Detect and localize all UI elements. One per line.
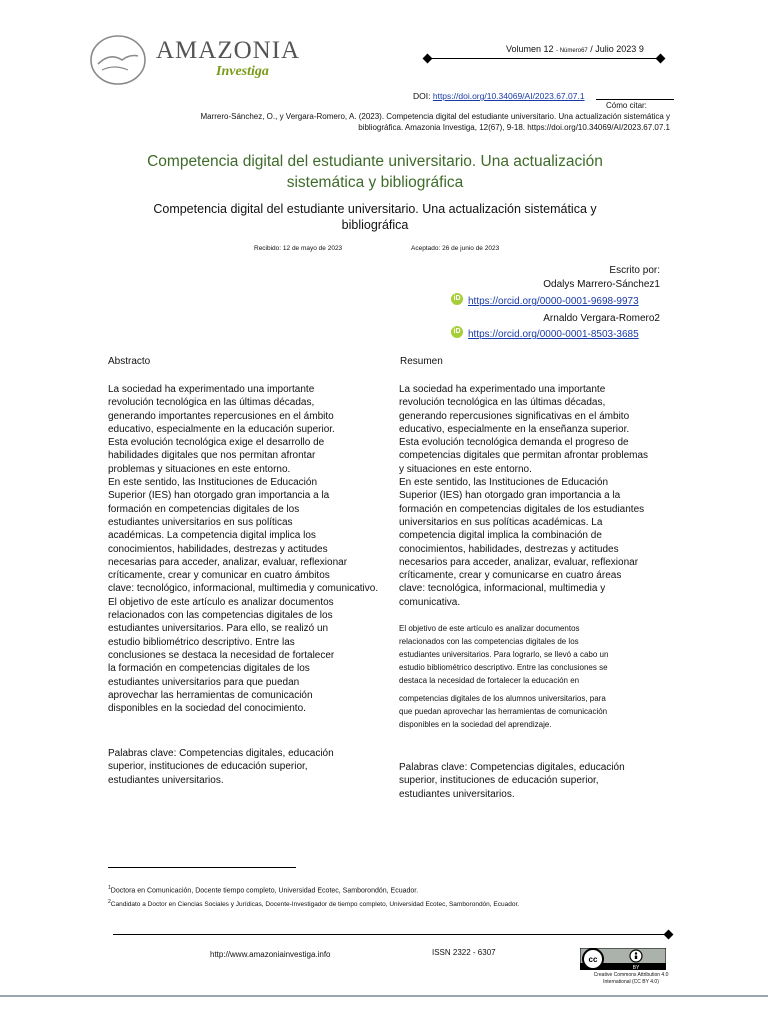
abstract-line: conocimientos, habilidades, destrezas y actitudes: [108, 543, 328, 555]
article-title-secondary: [110, 201, 640, 233]
orcid-icon: iD: [451, 293, 463, 305]
title-line-1: Competencia digital del estudiante universitario. Una actualización: [147, 153, 603, 170]
resumen-line: generando repercusiones significativas en el ámbito: [399, 410, 630, 422]
abstract-line: estudiantes universitarios. Para ello, se realizó un: [108, 623, 329, 635]
resumen-keywords-line: estudiantes universitarios.: [399, 788, 515, 800]
license-line-1: Creative Commons Attribution 4.0: [593, 972, 669, 978]
rule-diamond-icon: [423, 54, 433, 64]
resumen-small-line: relacionados con las competencias digitales de los: [399, 637, 579, 646]
abstract-heading: Abstracto: [108, 356, 151, 367]
citation-line-1: Marrero-Sánchez, O., y Vergara-Romero, A. (2023). Competencia digital del estudiante universitario. Una actualización sistemática y: [200, 112, 670, 121]
abstract-line: Esta evolución tecnológica exige el desarrollo de: [108, 437, 325, 449]
resumen-line: La sociedad ha experimentado una importante: [399, 384, 606, 395]
written-by: Escrito por:: [609, 265, 660, 276]
abstract-keywords-line: estudiantes universitarios.: [108, 774, 224, 786]
logo-text: AMAZONIA: [156, 37, 301, 64]
abstract-line: habilidades digitales que nos permitan afrontar: [108, 450, 316, 462]
volume: Volumen 12: [506, 44, 554, 54]
abstract-line: disponibles en la sociedad del conocimiento.: [108, 703, 306, 715]
abstract-line: conclusiones se destaca la necesidad de fortalecer: [108, 649, 335, 661]
resumen-keywords: [399, 761, 689, 801]
rule-diamond-icon: [656, 54, 666, 64]
journal-website[interactable]: http://www.amazoniainvestiga.info: [210, 950, 331, 959]
resumen-line: comunicativa.: [399, 596, 461, 608]
resumen-line: competencias digitales que permitan afrontar problemas: [399, 450, 649, 462]
abstract-line: revolución tecnológica en las últimas décadas,: [108, 397, 315, 409]
abstract-line: relacionados con las competencias digitales de los: [108, 610, 333, 622]
footnote-1-mark: 1: [108, 885, 111, 891]
resumen-heading: Resumen: [400, 356, 443, 367]
abstract-keywords-line: superior, instituciones de educación superior,: [108, 761, 308, 773]
title-line-2: sistemática y bibliográfica: [286, 174, 464, 191]
abstract-line: necesarias para acceder, analizar, evaluar, reflexionar: [108, 556, 348, 568]
license-line-2: International (CC BY 4.0): [603, 979, 659, 985]
cc-by-text: BY: [632, 965, 640, 970]
resumen-line: clave: tecnológica, informacional, multimedia y: [399, 583, 606, 595]
cc-by-license-icon[interactable]: [580, 948, 666, 970]
footnote-1-text: Doctora en Comunicación, Docente tiempo completo, Universidad Ecotec, Samborondón, Ecuador.: [110, 887, 419, 895]
abstract-line: La sociedad ha experimentado una importante: [108, 384, 315, 395]
abstract-body: [108, 383, 408, 715]
abstract-line: aprovechar las herramientas de comunicación: [108, 689, 313, 701]
resumen-small-line: competencias digitales de los alumnos universitarios, para: [399, 694, 606, 703]
resumen-line: Superior (IES) han otorgado gran importancia a la: [399, 490, 621, 502]
resumen-body: [399, 383, 689, 609]
accepted-date: Aceptado: 26 de junio de 2023: [411, 245, 500, 252]
resumen-small-line: El objetivo de este artículo es analizar documentos: [399, 624, 580, 633]
citation: [110, 111, 670, 133]
abstract-line: estudiantes universitarios para que puedan: [108, 676, 300, 688]
footnote-1: [108, 884, 418, 895]
volume-info: [506, 44, 644, 54]
abstract-keywords: [108, 747, 398, 787]
abstract-line: clave: tecnológico, informacional, multimedia y comunicativo.: [108, 583, 379, 595]
abstract-line: críticamente, crear y comunicar en cuatro ámbitos: [108, 570, 330, 582]
abstract-line: estudiantes universitarios en sus políticas: [108, 516, 293, 528]
logo-subtext: Investiga: [216, 64, 269, 79]
resumen-line: En este sentido, las Instituciones de Educación: [399, 477, 609, 489]
author-1-orcid-link[interactable]: https://orcid.org/0000-0001-9698-9973: [468, 296, 639, 307]
abstract-line: estudio bibliométrico descriptivo. Entre las: [108, 636, 295, 648]
resumen-small-line: estudio bibliométrico descriptivo. Entre las conclusiones se: [399, 663, 608, 672]
logo-wave-icon: [102, 67, 128, 70]
logo-bird-icon: [98, 56, 138, 65]
abstract-line: educativo, especialmente en la educación superior.: [108, 423, 335, 435]
resumen-line: críticamente, crear y comunicarse en cuatro áreas: [399, 570, 622, 582]
footer-rule: [113, 934, 669, 935]
received-date: Recibido: 12 de mayo de 2023: [254, 245, 343, 252]
resumen-keywords-line: superior, instituciones de educación superior,: [399, 775, 599, 787]
footnote-2-text: Candidato a Doctor en Ciencias Sociales y Jurídicas, Docente-Investigador de tiempo completo, Universidad Ecotec, Samborondón, Ecuador.: [110, 901, 520, 909]
footnote-2: [108, 898, 519, 909]
resumen-line: Esta evolución tecnológica demanda el progreso de: [399, 437, 629, 449]
footnote-2-mark: 2: [108, 899, 111, 905]
cc-icon-text: cc: [588, 955, 598, 964]
resumen-line: y situaciones en este entorno.: [399, 463, 532, 475]
date-page: / Julio 2023 9: [590, 44, 644, 54]
resumen-keywords-line: Palabras clave: Competencias digitales, educación: [399, 762, 625, 773]
page-bottom-border: [0, 995, 768, 997]
issn: ISSN 2322 - 6307: [432, 948, 496, 957]
author-1: Odalys Marrero-Sánchez1: [543, 279, 660, 290]
resumen-small-line: estudiantes universitarios. Para lograrlo, se llevó a cabo un: [399, 650, 609, 659]
resumen-line: universitarios en sus políticas académicas. La: [399, 516, 603, 528]
resumen-line: formación en competencias digitales de los estudiantes: [399, 503, 645, 515]
title-secondary-line-2: bibliográfica: [341, 218, 409, 232]
resumen-small-line: disponibles en la sociedad del aprendizaje.: [399, 720, 552, 729]
doi-line: [413, 91, 585, 101]
abstract-line: formación en competencias digitales de los: [108, 503, 300, 515]
resumen-body-small: [399, 622, 689, 687]
author-2: Arnaldo Vergara-Romero2: [543, 313, 660, 324]
abstract-line: El objetivo de este artículo es analizar documentos: [108, 596, 334, 608]
doi-link[interactable]: https://doi.org/10.34069/AI/2023.67.07.1: [432, 91, 585, 101]
number-prefix: - Número: [556, 48, 582, 54]
logo-circle-icon: [91, 36, 145, 84]
abstract-line: académicas. La competencia digital implica los: [108, 530, 316, 542]
license-caption: [586, 972, 676, 986]
abstract-keywords-line: Palabras clave: Competencias digitales, educación: [108, 748, 334, 759]
article-title: [110, 151, 640, 193]
abstract-line: Superior (IES) han otorgado gran importancia a la: [108, 490, 330, 502]
doi-rule: [596, 99, 674, 100]
orcid-icon: iD: [451, 326, 463, 338]
abstract-line: generando importantes repercusiones en el ámbito: [108, 410, 334, 422]
resumen-small-line: que puedan aprovechar las herramientas de comunicación: [399, 707, 608, 716]
abstract-line: En este sentido, las Instituciones de Educación: [108, 477, 318, 489]
cite-label: Cómo citar:: [606, 101, 647, 110]
resumen-line: necesarios para acceder, analizar, evaluar, reflexionar: [399, 556, 639, 568]
resumen-small-line: destaca la necesidad de fortalecer la educación en: [399, 676, 580, 685]
resumen-line: conocimientos, habilidades, destrezas y actitudes: [399, 543, 619, 555]
doi-label: DOI:: [413, 91, 431, 101]
rule-diamond-icon: [664, 930, 674, 940]
header-rule: [428, 58, 660, 59]
title-secondary-line-1: Competencia digital del estudiante universitario. Una actualización sistemática y: [153, 202, 597, 216]
resumen-line: educativo, especialmente en la enseñanza superior.: [399, 423, 630, 435]
footnote-rule: [108, 867, 296, 868]
abstract-line: la formación en competencias digitales de los: [108, 663, 310, 675]
abstract-line: problemas y situaciones en este entorno.: [108, 463, 291, 475]
number: 67: [581, 48, 588, 54]
resumen-line: competencia digital implica la combinación de: [399, 530, 602, 542]
citation-line-2: bibliográfica. Amazonia Investiga, 12(67), 9-18. https://doi.org/10.34069/AI/2023.67.07.1: [358, 123, 670, 132]
resumen-line: revolución tecnológica en las últimas décadas,: [399, 397, 606, 409]
amazonia-investiga-logo: [88, 30, 328, 90]
resumen-body-small-2: [399, 692, 689, 731]
author-2-orcid-link[interactable]: https://orcid.org/0000-0001-8503-3685: [468, 329, 639, 340]
